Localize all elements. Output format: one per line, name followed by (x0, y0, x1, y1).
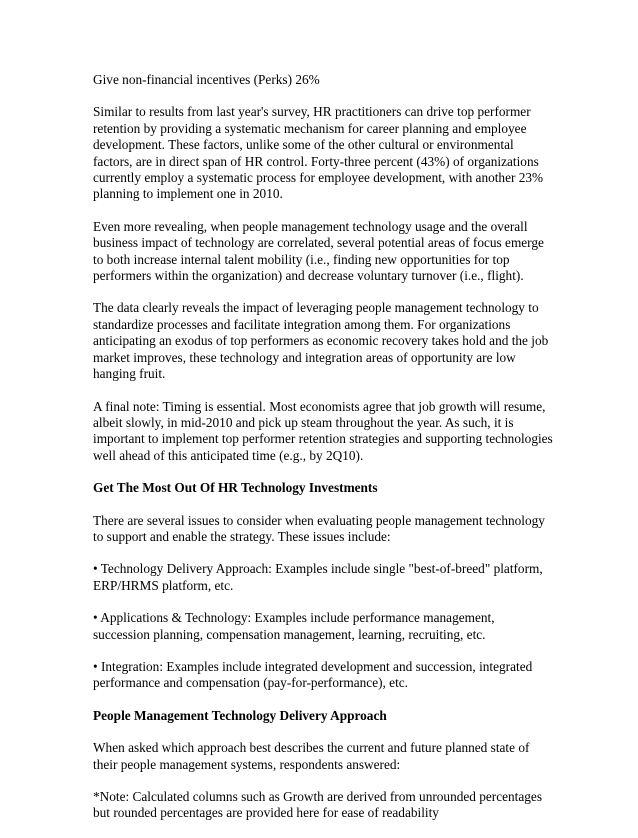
paragraph-note: *Note: Calculated columns such as Growth are derived from unrounded percentages but rounded percentages are provided here for ease of readability (93, 789, 542, 821)
bullet-delivery-approach: • Technology Delivery Approach: Examples include single "best-of-breed" platform, ERP/HRMS platform, etc. (93, 561, 543, 593)
paragraph-asked: When asked which approach best describes the current and future planned state of their people management systems, respondents answered: (93, 740, 530, 772)
paragraph-issues: There are several issues to consider when evaluating people management technology to support and enable the strategy. These issues include: (93, 512, 545, 544)
paragraph-revealing: Even more revealing, when people management technology usage and the overall business impact of technology are correlated, several potential areas of focus emerge to both increase internal talent mobility (i.e., finding new opportunities for top performers within the organization) and decrease voluntary turnover (i.e., flight). (93, 218, 544, 284)
heading-delivery-approach: People Management Technology Delivery Approach (93, 707, 387, 723)
heading-investments: Get The Most Out Of HR Technology Investments (93, 480, 378, 496)
paragraph-data: The data clearly reveals the impact of leveraging people management technology to standardize processes and facilitate integration among them. For organizations anticipating an exodus of top performers as economic recovery takes hold and the job market improves, these technology and integration areas of opportunity are low hanging fruit. (93, 300, 549, 382)
bullet-applications: • Applications & Technology: Examples include performance management, succession planning, compensation management, learning, recruiting, etc. (93, 610, 495, 642)
paragraph-retention: Similar to results from last year's survey, HR practitioners can drive top performer retention by providing a systematic mechanism for career planning and employee development. These factors, unlike some of the other cultural or environmental factors, are in direct span of HR control. Forty-three percent (43%) of organizations currently employ a systematic process for employee development, with another 23% planning to implement one in 2010. (93, 104, 544, 202)
intro-line: Give non-financial incentives (Perks) 26% (93, 72, 320, 87)
bullet-integration: • Integration: Examples include integrated development and succession, integrated performance and compensation (pay-for-performance), etc. (93, 658, 533, 691)
paragraph-timing: A final note: Timing is essential. Most economists agree that job growth will resume, albeit slowly, in mid-2010 and pick up steam throughout the year. As such, it is important to implement top performer retention strategies and supporting technologies well ahead of this anticipated time (e.g., by 2Q10). (93, 398, 553, 463)
document-page (93, 72, 553, 838)
